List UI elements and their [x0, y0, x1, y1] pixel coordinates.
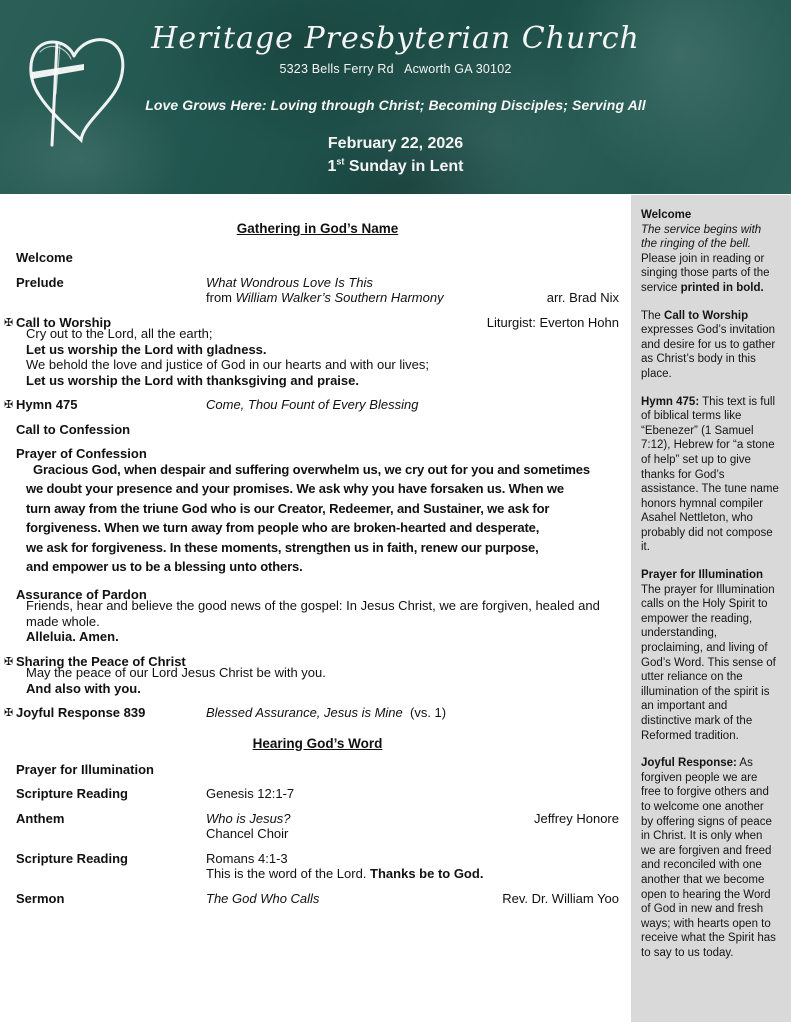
order-of-worship — [0, 194, 631, 906]
item-label: Prayer of Confession — [16, 446, 147, 461]
church-address: 5323 Bells Ferry Rd Acworth GA 30102 — [279, 62, 512, 76]
liturgy-line: We behold the love and justice of God in our hearts and with our lives; — [26, 357, 429, 372]
scripture-response: This is the word of the Lord. Thanks be to God. — [206, 866, 484, 881]
row-prelude — [16, 275, 619, 306]
row-welcome — [16, 250, 619, 266]
note-welcome: Welcome The service begins with the ringing of the bell. Please join in reading or singing those parts of the service printed in bold. — [641, 209, 770, 294]
music-credit: arr. Brad Nix — [546, 290, 619, 305]
note-joyful-response: Joyful Response: As forgiven people we are free to forgive others and to welcome one another by offering signs of peace in Christ. It is only when we are forgiven and freed and reconciled with one another that we become open to hearing the Word of God in new and fresh ways; with hearts open to receive what the Spirit has to say to us today. — [641, 757, 776, 959]
note-hymn: Hymn 475: This text is full of biblical terms like “Ebenezer” (1 Samuel 7:12), Hebrew for “a stone of help” set up to give thanks for God’s assistance. The tune name honors hymnal compiler Asahel Nettleton, who probably did not compose it. — [641, 395, 779, 554]
liturgy-line: Cry out to the Lord, all the earth; — [26, 326, 213, 341]
header-banner — [0, 0, 791, 194]
item-label: Welcome — [16, 250, 73, 265]
item-label: Anthem — [16, 810, 65, 826]
row-hymn — [4, 397, 619, 413]
liturgy-line-bold: Alleluia. Amen. — [26, 629, 119, 644]
scripture-reference: Genesis 12:1-7 — [206, 786, 295, 801]
row-scripture-reading-1 — [16, 786, 619, 802]
notes-sidebar — [631, 195, 791, 1022]
scripture-reference: Romans 4:1-3 — [206, 850, 288, 866]
liturgy-line-bold: Let us worship the Lord with gladness. — [26, 341, 267, 357]
hymn-title: Come, Thou Fount of Every Blessing — [206, 397, 419, 412]
item-label: Sermon — [16, 890, 65, 906]
maltese-cross-icon: ✠ — [4, 399, 14, 411]
preacher-credit: Rev. Dr. William Yoo — [502, 890, 619, 906]
item-label: Prayer for Illumination — [16, 761, 154, 777]
item-label: Prelude — [16, 274, 64, 290]
liturgist-credit: Liturgist: Everton Hohn — [486, 314, 619, 330]
item-label: Call to Worship — [16, 314, 112, 330]
item-label: Sharing the Peace of Christ — [16, 653, 186, 669]
item-label: Scripture Reading — [16, 786, 128, 801]
row-scripture-reading-2 — [16, 851, 619, 882]
verse-note: (vs. 1) — [402, 705, 447, 720]
maltese-cross-icon: ✠ — [4, 707, 14, 719]
church-tagline: Love Grows Here: Loving through Christ; Becoming Disciples; Serving All — [145, 97, 646, 113]
maltese-cross-icon: ✠ — [4, 655, 14, 668]
call-to-worship-responses — [16, 326, 619, 388]
section-heading-gathering: Gathering in God’s Name — [236, 221, 399, 236]
music-title: What Wondrous Love Is This — [206, 274, 373, 290]
service-date: February 22, 2026 — [327, 135, 464, 152]
item-label: Joyful Response 839 — [16, 705, 146, 720]
heart-cross-logo-icon — [26, 36, 130, 148]
peace-responses — [16, 665, 619, 696]
note-illumination: Prayer for Illumination The prayer for Illumination calls on the Holy Spirit to empower the reading, understanding, proclaiming, and living of God’s Word. This sense of utter reliance on the illumination of the spirit is an important and distinctive mark of the Reformed tradition. — [641, 569, 776, 742]
assurance-responses — [16, 598, 619, 645]
row-prayer-for-illumination — [16, 762, 619, 778]
row-anthem — [16, 811, 619, 842]
liturgy-line: Friends, hear and believe the good news of the gospel: In Jesus Christ, we are forgiven, healed and made whole. — [26, 598, 600, 629]
row-call-to-confession — [16, 422, 619, 438]
row-joyful-response — [4, 705, 619, 721]
maltese-cross-icon: ✠ — [4, 316, 14, 329]
item-label: Call to Confession — [16, 421, 131, 437]
item-label: Scripture Reading — [16, 850, 128, 866]
anthem-title: Who is Jesus? — [206, 810, 291, 826]
note-call-to-worship: The Call to Worship expresses God’s invitation and desire for us to gather as Christ’s body in this place. — [641, 309, 776, 380]
section-heading-hearing: Hearing God’s Word — [252, 735, 383, 751]
item-label: Assurance of Pardon — [16, 586, 147, 602]
hymn-title: Blessed Assurance, Jesus is Mine — [206, 705, 403, 720]
liturgy-line-bold: Let us worship the Lord with thanksgiving and praise. — [26, 372, 359, 388]
liturgy-line: May the peace of our Lord Jesus Christ be with you. — [26, 665, 326, 680]
liturgy-line-bold: And also with you. — [26, 680, 141, 696]
anthem-performer: Chancel Choir — [206, 826, 289, 841]
anthem-composer: Jeffrey Honore — [533, 810, 619, 826]
church-name: Heritage Presbyterian Church — [151, 21, 640, 56]
row-sermon — [16, 891, 619, 907]
item-label: Hymn 475 — [16, 397, 78, 412]
music-subtitle: from William Walker’s Southern Harmony — [206, 290, 444, 305]
confession-prayer-text: Gracious God, when despair and suffering overwhelm us, we cry out for you and sometimes we doubt your presence and your promises. We ask why you have forsaken us. When we turn away from the triune God who is our Creator, Redeemer, and Sustainer, we ask for forgiveness. When we turn away from people who are broken-hearted and desperate, we ask for forgiveness. In these moments, strengthen us in faith, renew our purpose, and empower us to be a blessing unto others. — [26, 461, 590, 574]
sermon-title: The God Who Calls — [206, 890, 320, 906]
sunday-title: 1st Sunday in Lent — [327, 156, 464, 175]
